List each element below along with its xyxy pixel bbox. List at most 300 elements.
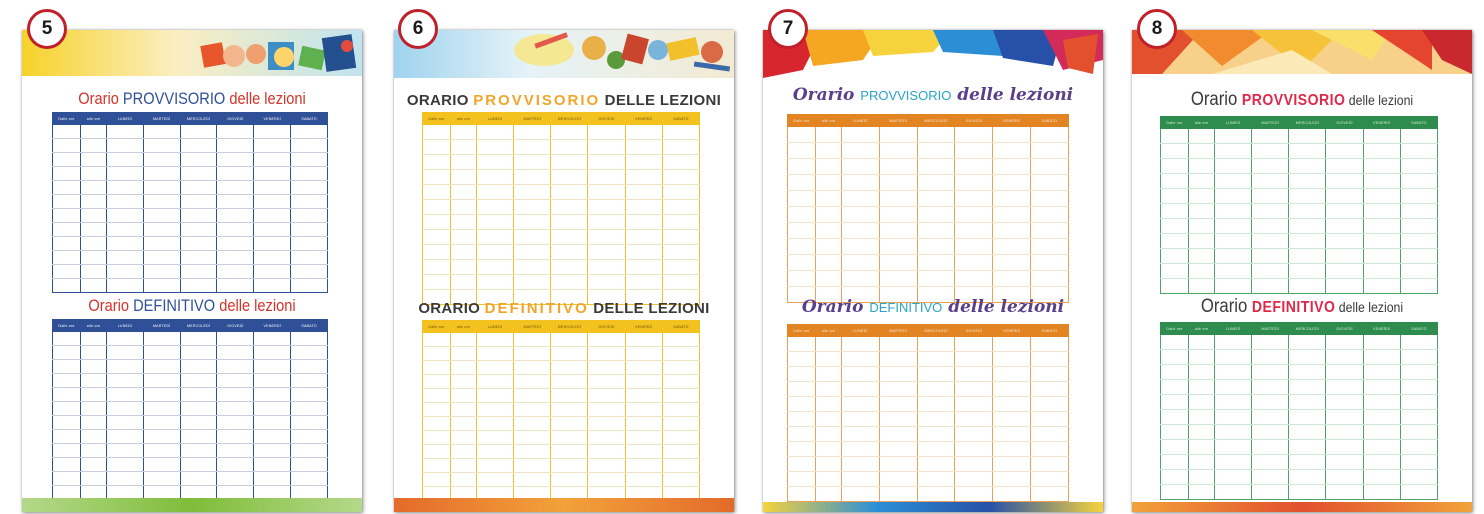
timetable-sheet-8[interactable] — [1132, 30, 1472, 512]
table-cell[interactable] — [477, 200, 514, 215]
table-cell[interactable] — [955, 367, 993, 382]
table-cell[interactable] — [180, 402, 217, 416]
table-cell[interactable] — [81, 444, 107, 458]
table-cell[interactable] — [1400, 219, 1437, 234]
table-cell[interactable] — [1289, 234, 1326, 249]
table-cell[interactable] — [1215, 485, 1252, 500]
table-cell[interactable] — [1289, 410, 1326, 425]
table-cell[interactable] — [1189, 470, 1215, 485]
table-cell[interactable] — [1326, 219, 1363, 234]
table-cell[interactable] — [879, 127, 917, 143]
table-cell[interactable] — [81, 388, 107, 402]
table-cell[interactable] — [1326, 350, 1363, 365]
table-cell[interactable] — [1363, 410, 1400, 425]
table-cell[interactable] — [477, 347, 514, 361]
table-cell[interactable] — [1161, 395, 1189, 410]
table-cell[interactable] — [217, 167, 254, 181]
table-cell[interactable] — [254, 279, 291, 293]
table-cell[interactable] — [291, 251, 328, 265]
table-cell[interactable] — [993, 367, 1031, 382]
table-cell[interactable] — [842, 367, 880, 382]
table-cell[interactable] — [254, 388, 291, 402]
table-cell[interactable] — [788, 427, 816, 442]
table-cell[interactable] — [588, 333, 625, 347]
table-cell[interactable] — [842, 175, 880, 191]
table-cell[interactable] — [1215, 264, 1252, 279]
table-cell[interactable] — [788, 191, 816, 207]
table-cell[interactable] — [1215, 395, 1252, 410]
table-cell[interactable] — [551, 473, 588, 487]
table-cell[interactable] — [955, 223, 993, 239]
table-cell[interactable] — [1400, 365, 1437, 380]
table-cell[interactable] — [662, 260, 699, 275]
table-cell[interactable] — [217, 223, 254, 237]
table-cell[interactable] — [1363, 219, 1400, 234]
table-cell[interactable] — [879, 472, 917, 487]
table-cell[interactable] — [143, 430, 180, 444]
table-cell[interactable] — [588, 347, 625, 361]
table-cell[interactable] — [1363, 455, 1400, 470]
table-cell[interactable] — [816, 487, 842, 502]
table-cell[interactable] — [254, 167, 291, 181]
table-cell[interactable] — [514, 140, 551, 155]
table-cell[interactable] — [1189, 335, 1215, 350]
table-cell[interactable] — [625, 260, 662, 275]
table-cell[interactable] — [514, 417, 551, 431]
table-cell[interactable] — [1289, 159, 1326, 174]
table-cell[interactable] — [551, 170, 588, 185]
table-cell[interactable] — [217, 153, 254, 167]
table-cell[interactable] — [917, 159, 955, 175]
table-cell[interactable] — [1363, 365, 1400, 380]
table-cell[interactable] — [955, 271, 993, 287]
table-cell[interactable] — [662, 403, 699, 417]
table-cell[interactable] — [81, 209, 107, 223]
table-cell[interactable] — [917, 143, 955, 159]
table-cell[interactable] — [588, 260, 625, 275]
table-cell[interactable] — [217, 402, 254, 416]
table-cell[interactable] — [451, 375, 477, 389]
table-cell[interactable] — [1326, 264, 1363, 279]
table-cell[interactable] — [1215, 204, 1252, 219]
table-cell[interactable] — [917, 352, 955, 367]
table-cell[interactable] — [477, 245, 514, 260]
table-cell[interactable] — [1289, 470, 1326, 485]
table-cell[interactable] — [143, 388, 180, 402]
table-cell[interactable] — [107, 402, 144, 416]
table-cell[interactable] — [423, 215, 451, 230]
table-cell[interactable] — [423, 333, 451, 347]
table-cell[interactable] — [291, 346, 328, 360]
table-cell[interactable] — [217, 139, 254, 153]
table-cell[interactable] — [180, 167, 217, 181]
table-cell[interactable] — [993, 442, 1031, 457]
table-cell[interactable] — [217, 209, 254, 223]
table-cell[interactable] — [254, 251, 291, 265]
table-cell[interactable] — [662, 245, 699, 260]
table-cell[interactable] — [81, 167, 107, 181]
table-cell[interactable] — [1189, 455, 1215, 470]
table-cell[interactable] — [955, 239, 993, 255]
table-cell[interactable] — [879, 271, 917, 287]
table-cell[interactable] — [107, 195, 144, 209]
table-cell[interactable] — [993, 207, 1031, 223]
table-cell[interactable] — [180, 332, 217, 346]
table-cell[interactable] — [662, 431, 699, 445]
table-cell[interactable] — [451, 215, 477, 230]
table-cell[interactable] — [291, 167, 328, 181]
table-cell[interactable] — [879, 352, 917, 367]
table-cell[interactable] — [451, 347, 477, 361]
table-cell[interactable] — [477, 125, 514, 140]
table-cell[interactable] — [107, 430, 144, 444]
table-cell[interactable] — [551, 230, 588, 245]
table-cell[interactable] — [1363, 174, 1400, 189]
table-cell[interactable] — [816, 223, 842, 239]
table-cell[interactable] — [107, 223, 144, 237]
table-cell[interactable] — [917, 472, 955, 487]
table-cell[interactable] — [451, 185, 477, 200]
table-cell[interactable] — [588, 185, 625, 200]
table-cell[interactable] — [788, 127, 816, 143]
table-cell[interactable] — [955, 143, 993, 159]
table-cell[interactable] — [514, 275, 551, 290]
table-cell[interactable] — [107, 139, 144, 153]
table-cell[interactable] — [1326, 455, 1363, 470]
table-cell[interactable] — [1400, 264, 1437, 279]
table-cell[interactable] — [1326, 425, 1363, 440]
table-cell[interactable] — [291, 195, 328, 209]
table-cell[interactable] — [842, 159, 880, 175]
table-cell[interactable] — [180, 251, 217, 265]
table-cell[interactable] — [423, 431, 451, 445]
table-cell[interactable] — [816, 143, 842, 159]
table-cell[interactable] — [1161, 455, 1189, 470]
table-cell[interactable] — [143, 332, 180, 346]
table-cell[interactable] — [477, 445, 514, 459]
table-cell[interactable] — [879, 255, 917, 271]
table-cell[interactable] — [423, 260, 451, 275]
table-cell[interactable] — [1326, 204, 1363, 219]
table-cell[interactable] — [81, 346, 107, 360]
table-cell[interactable] — [1252, 335, 1289, 350]
table-cell[interactable] — [1252, 189, 1289, 204]
table-cell[interactable] — [1400, 204, 1437, 219]
table-cell[interactable] — [477, 275, 514, 290]
table-cell[interactable] — [514, 431, 551, 445]
table-cell[interactable] — [816, 367, 842, 382]
table-cell[interactable] — [917, 427, 955, 442]
table-cell[interactable] — [879, 442, 917, 457]
table-cell[interactable] — [1326, 470, 1363, 485]
table-cell[interactable] — [81, 472, 107, 486]
table-cell[interactable] — [551, 417, 588, 431]
table-cell[interactable] — [1326, 249, 1363, 264]
table-cell[interactable] — [816, 271, 842, 287]
table-cell[interactable] — [1400, 335, 1437, 350]
table-cell[interactable] — [477, 230, 514, 245]
table-cell[interactable] — [588, 215, 625, 230]
table-cell[interactable] — [254, 265, 291, 279]
table-cell[interactable] — [588, 431, 625, 445]
table-cell[interactable] — [625, 417, 662, 431]
table-cell[interactable] — [955, 337, 993, 352]
table-cell[interactable] — [1252, 350, 1289, 365]
table-cell[interactable] — [879, 367, 917, 382]
table-cell[interactable] — [1161, 129, 1189, 144]
table-cell[interactable] — [662, 417, 699, 431]
table-cell[interactable] — [1215, 234, 1252, 249]
table-cell[interactable] — [217, 332, 254, 346]
table-cell[interactable] — [107, 374, 144, 388]
table-cell[interactable] — [551, 245, 588, 260]
table-cell[interactable] — [1161, 425, 1189, 440]
table-cell[interactable] — [917, 191, 955, 207]
table-cell[interactable] — [514, 260, 551, 275]
table-cell[interactable] — [1289, 129, 1326, 144]
table-cell[interactable] — [662, 389, 699, 403]
table-cell[interactable] — [788, 159, 816, 175]
table-cell[interactable] — [81, 265, 107, 279]
table-cell[interactable] — [53, 153, 81, 167]
table-cell[interactable] — [81, 139, 107, 153]
table-cell[interactable] — [1326, 174, 1363, 189]
table-cell[interactable] — [1326, 189, 1363, 204]
table-cell[interactable] — [955, 457, 993, 472]
table-cell[interactable] — [625, 445, 662, 459]
table-cell[interactable] — [1252, 455, 1289, 470]
table-cell[interactable] — [625, 361, 662, 375]
table-cell[interactable] — [107, 346, 144, 360]
table-cell[interactable] — [1400, 410, 1437, 425]
table-cell[interactable] — [451, 431, 477, 445]
table-cell[interactable] — [551, 155, 588, 170]
table-cell[interactable] — [180, 181, 217, 195]
table-cell[interactable] — [879, 223, 917, 239]
table-cell[interactable] — [81, 374, 107, 388]
table-cell[interactable] — [254, 472, 291, 486]
table-cell[interactable] — [1031, 487, 1069, 502]
table-cell[interactable] — [1031, 442, 1069, 457]
table-cell[interactable] — [107, 209, 144, 223]
table-cell[interactable] — [816, 239, 842, 255]
table-cell[interactable] — [917, 487, 955, 502]
table-cell[interactable] — [1289, 365, 1326, 380]
table-cell[interactable] — [1289, 219, 1326, 234]
table-cell[interactable] — [254, 153, 291, 167]
table-cell[interactable] — [1363, 350, 1400, 365]
table-cell[interactable] — [1189, 440, 1215, 455]
table-cell[interactable] — [993, 159, 1031, 175]
table-cell[interactable] — [53, 458, 81, 472]
table-cell[interactable] — [955, 472, 993, 487]
table-cell[interactable] — [588, 459, 625, 473]
table-cell[interactable] — [53, 332, 81, 346]
table-cell[interactable] — [217, 251, 254, 265]
table-cell[interactable] — [1189, 159, 1215, 174]
table-cell[interactable] — [1189, 279, 1215, 294]
table-cell[interactable] — [551, 459, 588, 473]
table-cell[interactable] — [254, 402, 291, 416]
table-cell[interactable] — [291, 444, 328, 458]
table-cell[interactable] — [1252, 279, 1289, 294]
table-cell[interactable] — [625, 459, 662, 473]
table-cell[interactable] — [1215, 189, 1252, 204]
table-cell[interactable] — [588, 445, 625, 459]
table-cell[interactable] — [1363, 440, 1400, 455]
table-cell[interactable] — [254, 125, 291, 139]
table-cell[interactable] — [788, 412, 816, 427]
table-cell[interactable] — [1215, 440, 1252, 455]
table-cell[interactable] — [1189, 380, 1215, 395]
table-cell[interactable] — [107, 332, 144, 346]
table-cell[interactable] — [1326, 279, 1363, 294]
table-cell[interactable] — [788, 337, 816, 352]
table-cell[interactable] — [180, 416, 217, 430]
table-cell[interactable] — [1031, 397, 1069, 412]
table-cell[interactable] — [662, 125, 699, 140]
table-cell[interactable] — [1289, 204, 1326, 219]
table-cell[interactable] — [291, 209, 328, 223]
table-cell[interactable] — [180, 388, 217, 402]
table-cell[interactable] — [477, 185, 514, 200]
table-cell[interactable] — [423, 417, 451, 431]
table-cell[interactable] — [81, 237, 107, 251]
table-cell[interactable] — [842, 255, 880, 271]
table-cell[interactable] — [1363, 264, 1400, 279]
table-cell[interactable] — [254, 195, 291, 209]
table-cell[interactable] — [451, 140, 477, 155]
table-cell[interactable] — [107, 458, 144, 472]
table-cell[interactable] — [625, 403, 662, 417]
table-cell[interactable] — [551, 347, 588, 361]
table-cell[interactable] — [477, 417, 514, 431]
table-cell[interactable] — [1031, 271, 1069, 287]
table-cell[interactable] — [1289, 144, 1326, 159]
table-cell[interactable] — [254, 181, 291, 195]
table-cell[interactable] — [662, 347, 699, 361]
table-cell[interactable] — [451, 473, 477, 487]
table-cell[interactable] — [514, 473, 551, 487]
table-cell[interactable] — [423, 245, 451, 260]
table-cell[interactable] — [816, 472, 842, 487]
table-cell[interactable] — [514, 333, 551, 347]
table-cell[interactable] — [477, 155, 514, 170]
table-cell[interactable] — [1189, 264, 1215, 279]
table-cell[interactable] — [1289, 335, 1326, 350]
table-cell[interactable] — [879, 191, 917, 207]
table-cell[interactable] — [551, 375, 588, 389]
table-cell[interactable] — [1400, 249, 1437, 264]
table-cell[interactable] — [1252, 485, 1289, 500]
table-cell[interactable] — [254, 209, 291, 223]
table-cell[interactable] — [1326, 234, 1363, 249]
table-cell[interactable] — [879, 397, 917, 412]
table-cell[interactable] — [662, 473, 699, 487]
table-cell[interactable] — [1400, 144, 1437, 159]
table-cell[interactable] — [1215, 350, 1252, 365]
table-cell[interactable] — [879, 487, 917, 502]
table-cell[interactable] — [625, 215, 662, 230]
table-cell[interactable] — [816, 412, 842, 427]
table-cell[interactable] — [254, 444, 291, 458]
table-cell[interactable] — [291, 279, 328, 293]
table-cell[interactable] — [788, 207, 816, 223]
table-cell[interactable] — [217, 458, 254, 472]
table-cell[interactable] — [551, 361, 588, 375]
table-cell[interactable] — [1031, 412, 1069, 427]
table-cell[interactable] — [1031, 427, 1069, 442]
table-cell[interactable] — [662, 333, 699, 347]
table-cell[interactable] — [1400, 234, 1437, 249]
table-cell[interactable] — [816, 352, 842, 367]
table-cell[interactable] — [180, 472, 217, 486]
table-cell[interactable] — [551, 140, 588, 155]
table-cell[interactable] — [993, 255, 1031, 271]
table-cell[interactable] — [1215, 335, 1252, 350]
table-cell[interactable] — [1031, 191, 1069, 207]
table-cell[interactable] — [291, 402, 328, 416]
table-cell[interactable] — [551, 215, 588, 230]
table-cell[interactable] — [53, 279, 81, 293]
table-cell[interactable] — [1289, 440, 1326, 455]
table-cell[interactable] — [1252, 234, 1289, 249]
table-cell[interactable] — [81, 430, 107, 444]
table-cell[interactable] — [1161, 470, 1189, 485]
table-cell[interactable] — [1215, 410, 1252, 425]
table-cell[interactable] — [816, 457, 842, 472]
table-cell[interactable] — [1031, 175, 1069, 191]
table-cell[interactable] — [217, 195, 254, 209]
table-cell[interactable] — [217, 374, 254, 388]
table-cell[interactable] — [143, 167, 180, 181]
table-cell[interactable] — [842, 191, 880, 207]
table-cell[interactable] — [1161, 234, 1189, 249]
table-cell[interactable] — [662, 375, 699, 389]
table-cell[interactable] — [107, 265, 144, 279]
table-cell[interactable] — [254, 346, 291, 360]
table-cell[interactable] — [588, 200, 625, 215]
table-cell[interactable] — [1161, 440, 1189, 455]
table-cell[interactable] — [53, 223, 81, 237]
table-cell[interactable] — [1252, 380, 1289, 395]
table-cell[interactable] — [788, 382, 816, 397]
table-cell[interactable] — [514, 347, 551, 361]
table-cell[interactable] — [879, 207, 917, 223]
timetable-sheet-5[interactable] — [22, 30, 362, 512]
table-cell[interactable] — [477, 170, 514, 185]
table-cell[interactable] — [917, 255, 955, 271]
table-cell[interactable] — [254, 416, 291, 430]
table-cell[interactable] — [662, 459, 699, 473]
table-cell[interactable] — [1189, 350, 1215, 365]
table-cell[interactable] — [423, 170, 451, 185]
table-cell[interactable] — [107, 181, 144, 195]
table-cell[interactable] — [551, 389, 588, 403]
table-cell[interactable] — [551, 431, 588, 445]
table-cell[interactable] — [955, 427, 993, 442]
table-cell[interactable] — [53, 251, 81, 265]
table-cell[interactable] — [993, 352, 1031, 367]
table-cell[interactable] — [1363, 159, 1400, 174]
table-cell[interactable] — [1252, 204, 1289, 219]
table-cell[interactable] — [955, 442, 993, 457]
table-cell[interactable] — [842, 397, 880, 412]
table-cell[interactable] — [842, 442, 880, 457]
table-cell[interactable] — [423, 275, 451, 290]
table-cell[interactable] — [451, 389, 477, 403]
table-cell[interactable] — [477, 473, 514, 487]
